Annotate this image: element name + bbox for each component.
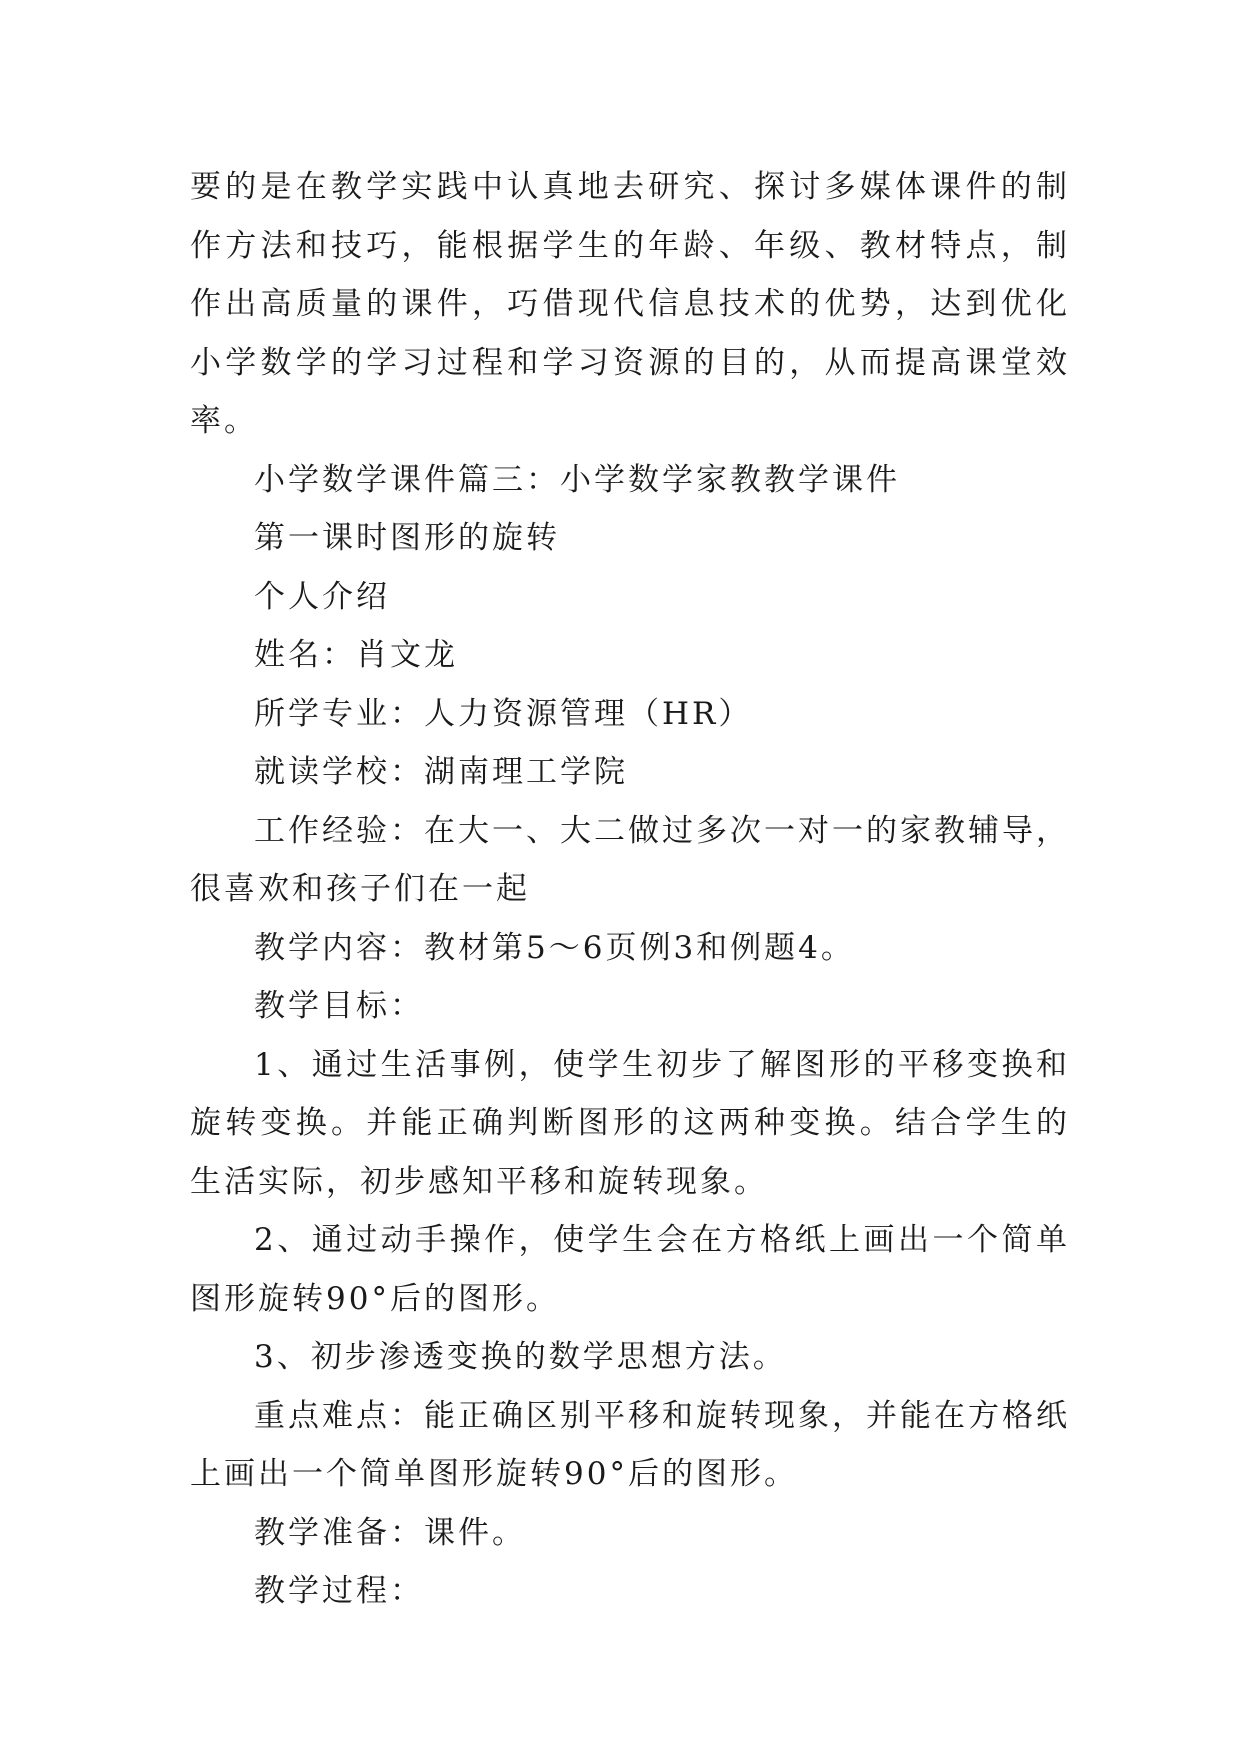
intro-heading: 个人介绍 <box>254 578 390 615</box>
document-body <box>190 158 1070 1621</box>
goal-item-1: 1、通过生活事例，使学生初步了解图形的平移变换和旋转变换。并能正确判断图形的这两种变换。结合学生的生活实际，初步感知平移和旋转现象。 <box>190 1046 1070 1200</box>
experience-line: 工作经验：在大一、大二做过多次一对一的家教辅导，很喜欢和孩子们在一起 <box>190 812 1070 907</box>
goal-item-2: 2、通过动手操作，使学生会在方格纸上画出一个简单图形旋转90°后的图形。 <box>190 1222 1070 1317</box>
school-line: 就读学校：湖南理工学院 <box>254 754 628 790</box>
paragraph-continuation: 要的是在教学实践中认真地去研究、探讨多媒体课件的制作方法和技巧，能根据学生的年龄、年级、教材特点，制作出高质量的课件，巧借现代信息技术的优势，达到优化小学数学的学习过程和学习资源的目的，从而提高课堂效率。 <box>190 169 1070 439</box>
teaching-content-line: 教学内容：教材第5～6页例3和例题4。 <box>254 929 855 966</box>
teaching-goals-heading: 教学目标： <box>254 988 424 1024</box>
teaching-process-heading: 教学过程： <box>254 1573 424 1609</box>
name-line: 姓名：肖文龙 <box>254 637 458 673</box>
section-heading: 小学数学课件篇三：小学数学家教教学课件 <box>254 461 900 498</box>
key-difficulties-line: 重点难点：能正确区别平移和旋转现象，并能在方格纸上画出一个简单图形旋转90°后的图形。 <box>190 1397 1070 1492</box>
teaching-prep-line: 教学准备：课件。 <box>254 1514 526 1551</box>
major-line: 所学专业：人力资源管理（HR） <box>254 695 753 732</box>
goal-item-3: 3、初步渗透变换的数学思想方法。 <box>254 1339 787 1375</box>
lesson-title: 第一课时图形的旋转 <box>254 520 560 556</box>
